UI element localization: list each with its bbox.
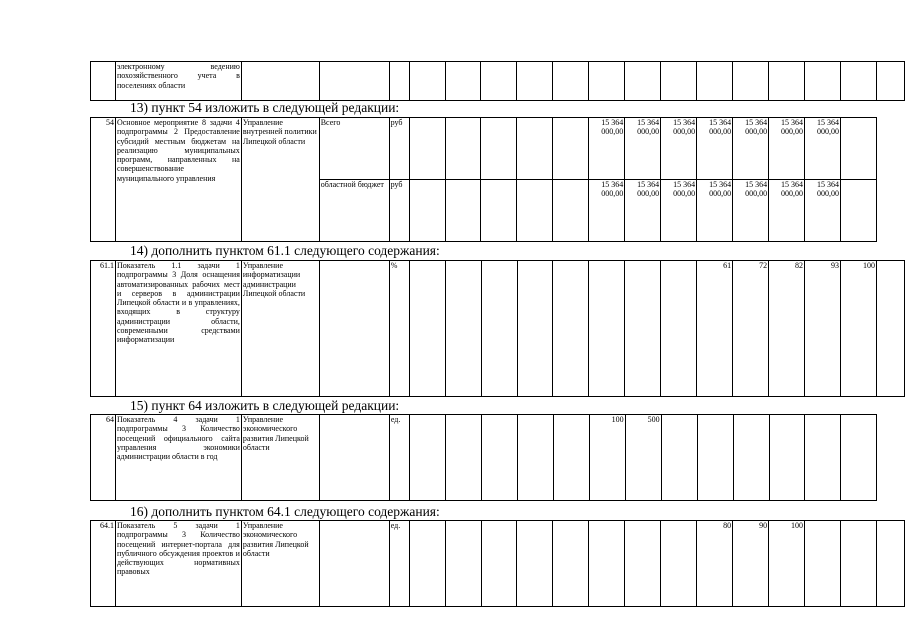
cell-value <box>481 261 517 397</box>
cell-value: 93 <box>805 261 841 397</box>
cell-value <box>697 62 733 101</box>
cell-unit: ед. <box>389 415 409 501</box>
cell-value: 15 364 000,00 <box>589 180 625 242</box>
cell-value: 15 364 000,00 <box>661 180 697 242</box>
cell-value <box>553 521 589 607</box>
cell-value: 15 364 000,00 <box>589 118 625 180</box>
cell-source <box>319 62 389 101</box>
item-64-1-table <box>90 520 905 607</box>
cell-value <box>553 180 589 242</box>
cell-value <box>733 415 769 501</box>
cell-value <box>769 415 805 501</box>
table-row <box>91 415 905 501</box>
cell-value <box>409 118 445 180</box>
section-heading-16: 16) дополнить пунктом 64.1 следующего содержания: <box>130 504 440 519</box>
item-54-table <box>90 117 905 242</box>
cell-unit <box>389 62 409 101</box>
cell-number: 61.1 <box>91 261 116 397</box>
section-heading-13: 13) пункт 54 изложить в следующей редакции: <box>130 100 400 115</box>
cell-name: Показатель 1.1 задачи 1 подпрограммы 3 Доля оснащения автоматизированных рабочих мест и серверов в администрации Липецкой области и в управлениях, входящих в структуру администрации области, современными средствами информатизации <box>115 261 241 397</box>
cell-value: 100 <box>769 521 805 607</box>
cell-value: 61 <box>697 261 733 397</box>
section-heading-15: 15) пункт 64 изложить в следующей редакции: <box>130 398 400 413</box>
cell-value <box>840 521 876 607</box>
cell-value <box>517 62 553 101</box>
cell-value: 80 <box>697 521 733 607</box>
cell-value <box>625 261 661 397</box>
table-row <box>91 261 905 397</box>
table-row <box>91 521 905 607</box>
cell-value <box>661 62 697 101</box>
cell-value <box>445 62 481 101</box>
cell-value <box>768 62 804 101</box>
cell-value <box>481 62 517 101</box>
cell-value <box>409 180 445 242</box>
cell-value: 100 <box>841 261 877 397</box>
cell-unit: ед. <box>389 521 409 607</box>
cell-value <box>517 521 553 607</box>
table-row <box>91 62 905 101</box>
cell-value: 15 364 000,00 <box>697 180 733 242</box>
cell-name: Основное мероприятие 8 задачи 4 подпрограммы 2 Предоставление субсидий местным бюджетам на реализацию муниципальных программ, направленных на совершенствование муниципального управления <box>115 118 241 242</box>
cell-value <box>481 521 517 607</box>
cell-value: 15 364 000,00 <box>697 118 733 180</box>
section-heading-14: 14) дополнить пунктом 61.1 следующего содержания: <box>130 243 440 258</box>
cell-value <box>517 180 553 242</box>
cell-value: 15 364 000,00 <box>625 118 661 180</box>
cell-value <box>409 261 445 397</box>
cell-value <box>661 261 697 397</box>
cell-executor: Управление информатизации администрации Липецкой области <box>241 261 319 397</box>
cell-value <box>840 62 876 101</box>
cell-number: 64.1 <box>91 521 116 607</box>
cell-value: 82 <box>769 261 805 397</box>
item-64-table <box>90 414 905 501</box>
cell-source <box>319 521 389 607</box>
cell-source <box>319 261 389 397</box>
cell-value <box>733 62 769 101</box>
cell-value <box>841 180 877 242</box>
cell-value <box>697 415 733 501</box>
cell-executor: Управление экономического развития Липецкой области <box>241 415 319 501</box>
cell-value <box>481 118 517 180</box>
cell-name: Показатель 4 задачи 1 подпрограммы 3 Количество посещений официального сайта управления экономики администрации области в год <box>115 415 241 501</box>
cell-value <box>409 521 445 607</box>
cell-number: 54 <box>91 118 116 242</box>
cell-value <box>409 415 445 501</box>
table-row <box>91 118 905 180</box>
cell-value: 15 364 000,00 <box>625 180 661 242</box>
cell-unit: руб <box>389 180 409 242</box>
cell-value <box>589 521 625 607</box>
cell-value <box>445 415 481 501</box>
cell-value: 15 364 000,00 <box>769 180 805 242</box>
cell-value: 15 364 000,00 <box>805 180 841 242</box>
cell-value: 15 364 000,00 <box>805 118 841 180</box>
cell-value: 72 <box>733 261 769 397</box>
cell-value <box>589 261 625 397</box>
cell-value <box>517 261 553 397</box>
cell-number <box>91 62 116 101</box>
cell-value <box>805 415 841 501</box>
cell-executor: Управление внутренней политики Липецкой области <box>241 118 319 242</box>
cell-value <box>517 415 553 501</box>
cell-value <box>445 118 481 180</box>
cell-value <box>661 521 697 607</box>
cell-value: 15 364 000,00 <box>661 118 697 180</box>
cell-unit: руб <box>389 118 409 180</box>
cell-value: 100 <box>589 415 625 501</box>
cell-value <box>481 180 517 242</box>
cell-value <box>661 415 697 501</box>
cell-value <box>553 118 589 180</box>
cell-value <box>517 118 553 180</box>
cell-unit: % <box>389 261 409 397</box>
cell-value: 90 <box>733 521 769 607</box>
cell-value: 500 <box>625 415 661 501</box>
cell-executor <box>241 62 319 101</box>
cell-value: 15 364 000,00 <box>769 118 805 180</box>
cell-value <box>589 62 625 101</box>
cell-source: Всего <box>319 118 389 180</box>
cell-value <box>553 415 589 501</box>
cell-value <box>876 62 904 101</box>
cell-value: 15 364 000,00 <box>733 180 769 242</box>
cell-value <box>445 521 481 607</box>
cell-value <box>445 180 481 242</box>
cell-value <box>409 62 445 101</box>
cell-value <box>445 261 481 397</box>
cell-value <box>481 415 517 501</box>
cell-value <box>625 521 661 607</box>
cell-value <box>625 62 661 101</box>
cell-value <box>876 261 904 397</box>
top-fragment-table <box>90 61 905 101</box>
cell-value <box>553 62 589 101</box>
cell-value <box>841 118 877 180</box>
item-61-1-table <box>90 260 905 397</box>
cell-value <box>841 415 877 501</box>
cell-name: электронному ведению похозяйственного учета в поселениях области <box>115 62 241 101</box>
cell-value <box>804 62 840 101</box>
cell-executor: Управление экономического развития Липецкой области <box>241 521 319 607</box>
cell-value <box>553 261 589 397</box>
cell-value <box>876 521 904 607</box>
cell-value: 15 364 000,00 <box>733 118 769 180</box>
cell-source: областной бюджет <box>319 180 389 242</box>
cell-number: 64 <box>91 415 116 501</box>
cell-value <box>805 521 841 607</box>
cell-source <box>319 415 389 501</box>
cell-name: Показатель 5 задачи 1 подпрограммы 3 Количество посещений интернет-портала для публичного обсуждения проектов и действующих нормативных правовых <box>115 521 241 607</box>
